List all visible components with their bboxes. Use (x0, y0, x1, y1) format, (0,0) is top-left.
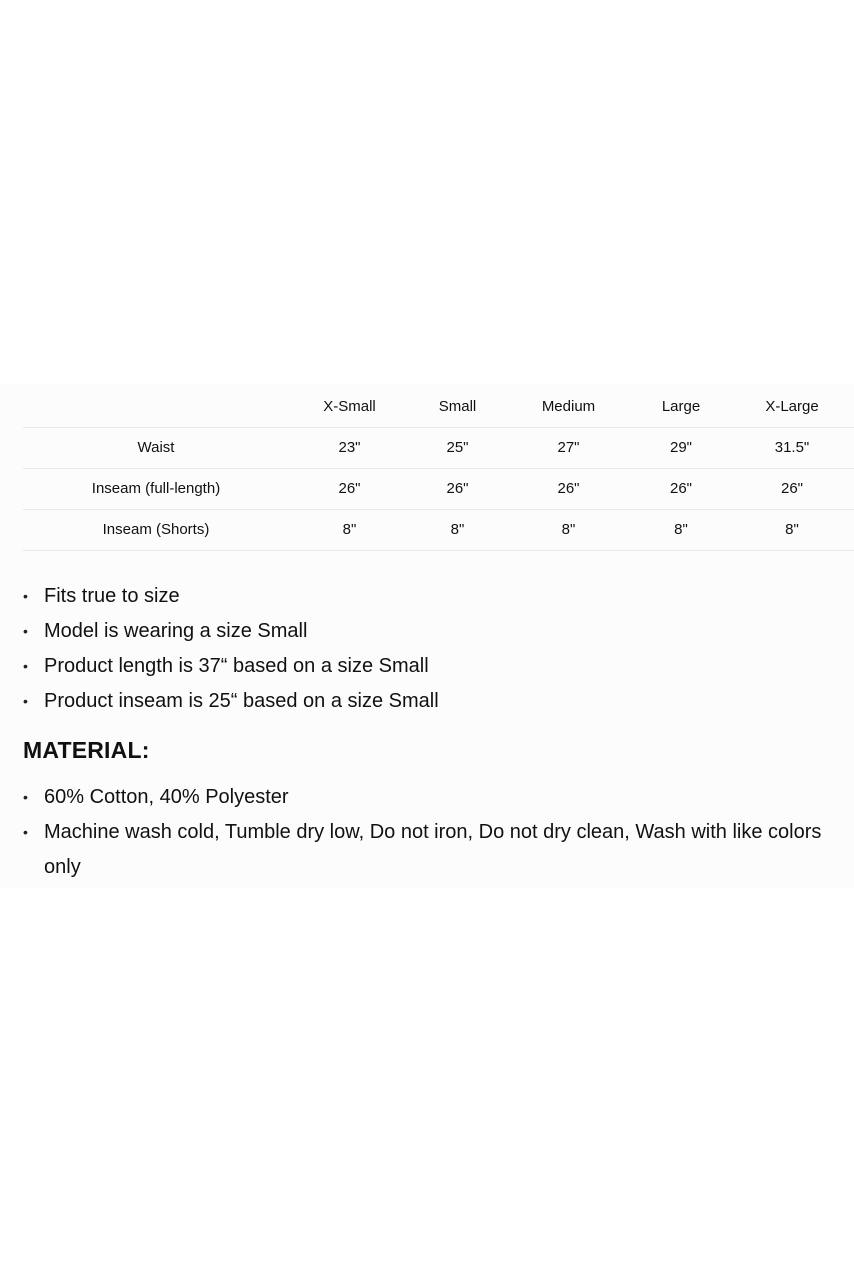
measurement-value: 8" (785, 521, 799, 538)
measurement-value: 29" (669, 439, 692, 456)
measurement-value: 25" (446, 439, 469, 456)
material-heading: MATERIAL: (23, 737, 150, 763)
list-item: • Product length is 37“ based on a size Small (23, 649, 823, 684)
size-chart-table (23, 386, 854, 551)
measurement-label: Inseam (full-length) (91, 480, 221, 497)
measurement-value: 8" (674, 521, 688, 538)
size-chart-header-row (23, 386, 854, 427)
fit-notes-list (23, 579, 823, 719)
measurement-value: 26" (780, 480, 803, 497)
list-item: • Product inseam is 25“ based on a size Small (23, 684, 823, 719)
measurement-value: 8" (561, 521, 576, 538)
measurement-value: 26" (446, 480, 469, 497)
table-row (23, 509, 854, 550)
list-item: • Fits true to size (23, 579, 823, 614)
table-row (23, 468, 854, 509)
measurement-value: 26" (557, 480, 580, 497)
size-column-header: Large (661, 397, 701, 415)
measurement-value: 31.5" (774, 439, 810, 456)
measurement-value: 8" (450, 521, 465, 538)
size-column-header: X-Small (323, 397, 376, 415)
list-item: • Model is wearing a size Small (23, 614, 823, 649)
measurement-value: 23" (338, 439, 361, 456)
size-chart-corner-cell (23, 386, 289, 427)
size-column-header: Medium (541, 397, 596, 415)
list-item: • 60% Cotton, 40% Polyester (23, 780, 833, 815)
measurement-value: 26" (669, 480, 692, 497)
measurement-value: 27" (557, 439, 580, 456)
material-list (23, 780, 833, 885)
measurement-value: 8" (342, 521, 357, 538)
measurement-label: Inseam (Shorts) (102, 521, 210, 538)
size-column-header: Small (438, 397, 477, 415)
list-item: • Machine wash cold, Tumble dry low, Do not iron, Do not dry clean, Wash with like colors only (23, 815, 833, 885)
measurement-value: 26" (338, 480, 361, 497)
measurement-label: Waist (137, 439, 175, 456)
size-column-header: X-Large (765, 397, 819, 415)
table-row (23, 427, 854, 468)
